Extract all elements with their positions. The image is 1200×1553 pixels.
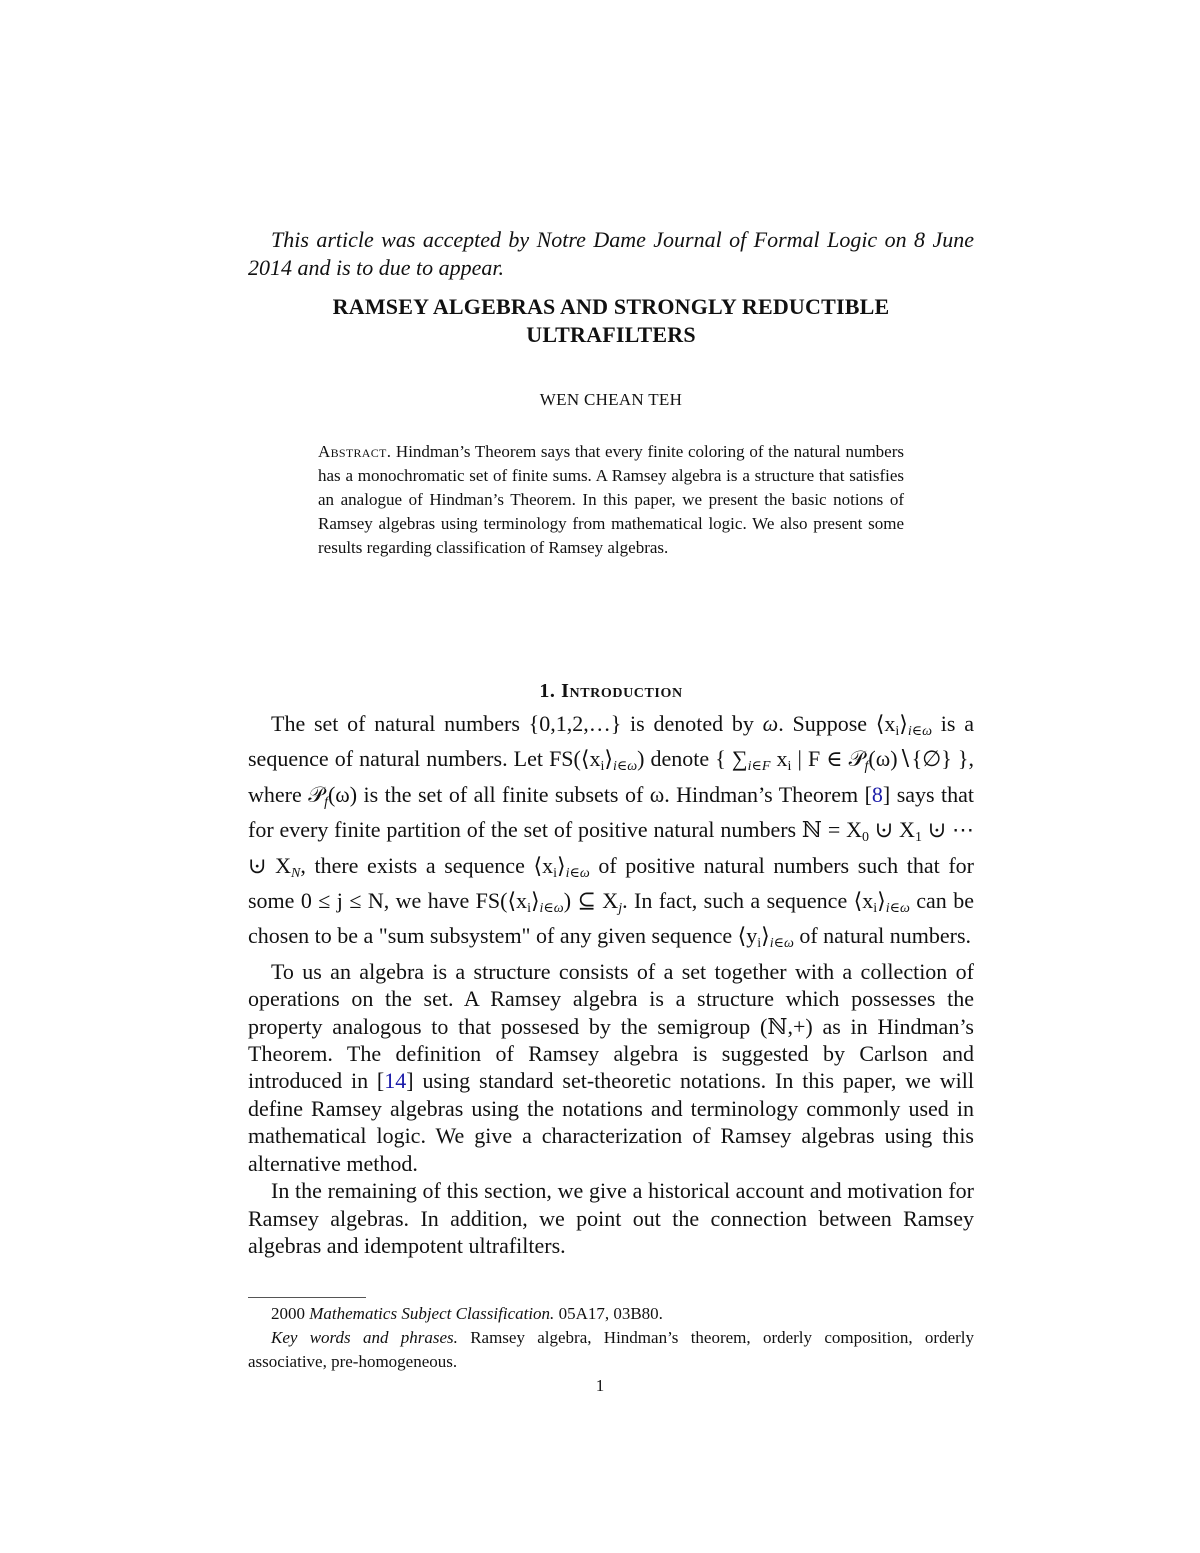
acceptance-notice: This article was accepted by Notre Dame Journal of Formal Logic on 8 June 2014 and is to due to appear. [248, 227, 974, 280]
intro-paragraph-1: The set of natural numbers {0,1,2,…} is denoted by ω. Suppose $⟨xi⟩_{i\in\omega}$ is a sequence of natural numbers. Let $FS(⟨xi⟩_{i\in\omega})$ denote { $\sum_{i\in F}$ xi | F ∈ 𝒫$_f$(ω)∖{∅} }, where 𝒫$_f$(ω) is the set of all finite subsets of ω. Hindman’s Theorem [8] says that for every finite partition of the set of positive natural numbers ℕ = X0 ⊍ X1 ⊍ ⋯ ⊍ $X_N$, there exists a sequence $⟨xi⟩_{i\in\omega}$ of positive natural numbers such that for some 0 ≤ j ≤ N, we have $FS(⟨xi⟩_{i\in\omega})$ ⊆ $X_j$. In fact, such a sequence $⟨xi⟩_{i\in\omega}$ can be chosen to be a "sum subsystem" of any given sequence $⟨yi⟩_{i\in\omega}$ of natural numbers. [248, 711, 975, 952]
footnote-keywords: Key words and phrases. Ramsey algebra, Hindman’s theorem, orderly composition, orderly associative, pre-homogeneous. [248, 1328, 975, 1371]
paper-title [248, 293, 974, 349]
footnote-msc: 2000 Mathematics Subject Classification. 05A17, 03B80. [271, 1304, 663, 1323]
abstract [318, 440, 904, 560]
section-title: Introduction [561, 680, 683, 702]
intro-paragraph-2: To us an algebra is a structure consists of a set together with a collection of operations on the set. A Ramsey algebra is a structure which possesses the property analogous to that possesed by the semigroup (ℕ,+) as in Hindman’s Theorem. The definition of Ramsey algebra is suggested by Carlson and introduced in [14] using standard set-theoretic notations. In this paper, we will define Ramsey algebras using the notations and terminology commonly used in mathematical logic. We give a characterization of Ramsey algebras using this alternative method. [248, 958, 974, 1176]
footnotes [248, 1302, 974, 1374]
section-heading [248, 678, 974, 704]
section-number: 1. [539, 680, 556, 702]
citation-link-14[interactable]: 14 [384, 1068, 407, 1094]
abstract-text: Hindman’s Theorem says that every finite coloring of the natural numbers has a monochromatic set of finite sums. A Ramsey algebra is a structure that satisfies an analogue of Hindman’s Theorem. In this paper, we present the basic notions of Ramsey algebras using terminology from mathematical logic. We also present some results regarding classification of Ramsey algebras. [318, 442, 904, 557]
citation-link-8[interactable]: 8 [871, 781, 883, 807]
intro-paragraph-3: In the remaining of this section, we give a historical account and motivation for Ramsey algebras. In addition, we point out the connection between Ramsey algebras and idempotent ultrafilters. [248, 1178, 974, 1258]
page-body [248, 226, 974, 1259]
author-name: WEN CHEAN TEH [539, 390, 683, 409]
title-line-1: RAMSEY ALGEBRAS AND STRONGLY REDUCTIBLE [332, 294, 890, 319]
abstract-label: Abstract. [318, 442, 392, 461]
title-line-2: ULTRAFILTERS [526, 322, 696, 347]
page-number: 1 [595, 1376, 605, 1395]
footnote-rule [248, 1297, 366, 1298]
